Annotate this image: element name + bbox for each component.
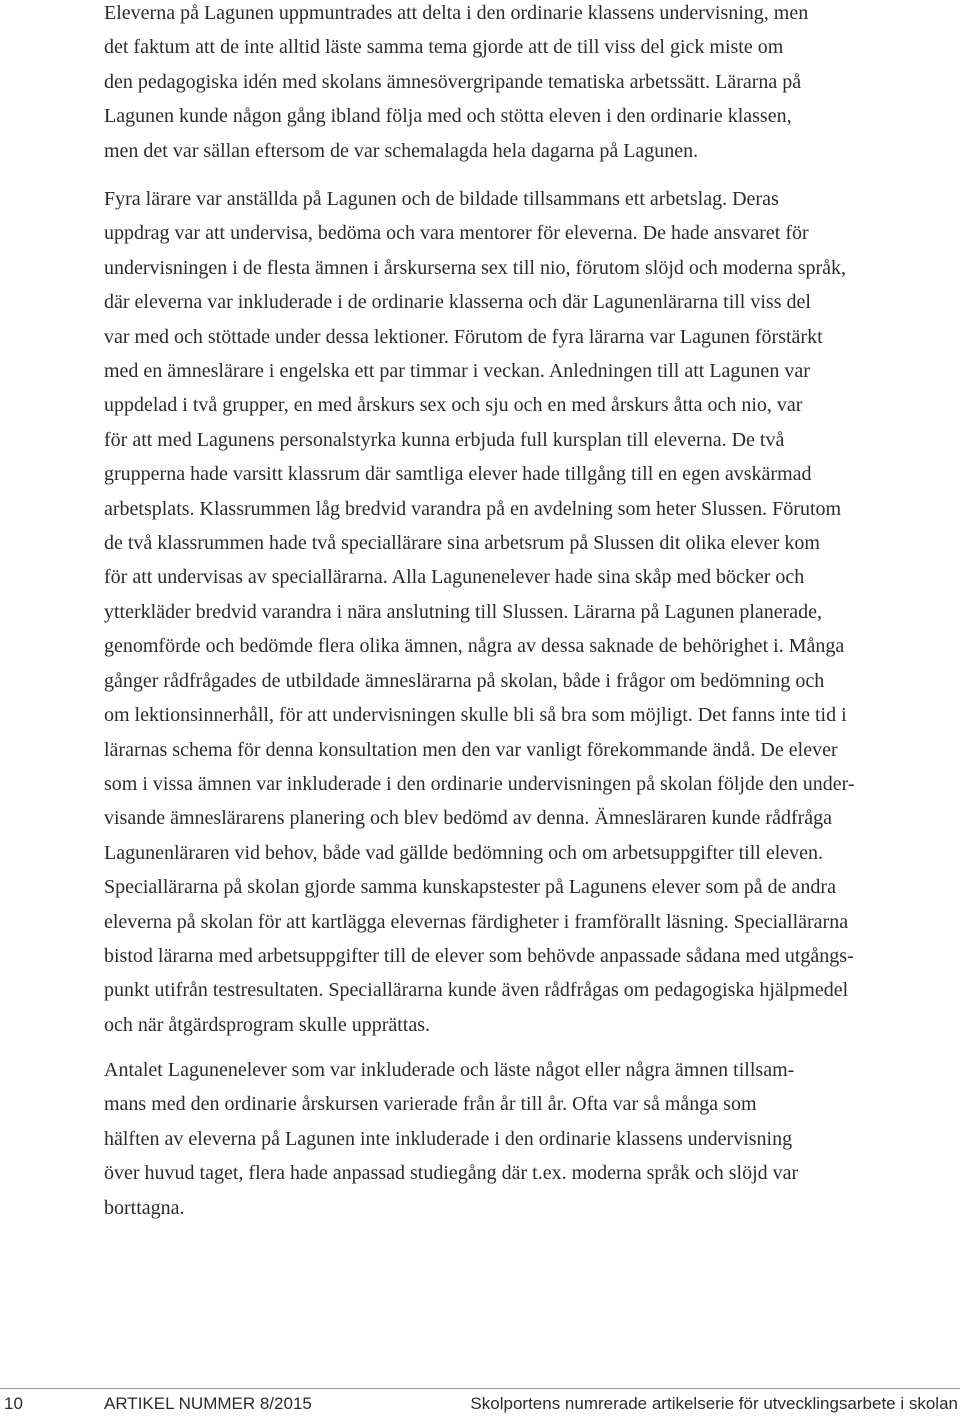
text-line: för att undervisas av speciallärarna. Alla Lagunenelever hade sina skåp med böcker och [104, 566, 805, 589]
text-line: den pedagogiska idén med skolans ämnesövergripande tematiska arbetssätt. Lärarna på [104, 70, 802, 93]
text-line: gånger rådfrågades de utbildade ämneslärarna på skolan, både i frågor om bedömning och [104, 669, 825, 692]
text-line: arbetsplats. Klassrummen låg bredvid varandra på en avdelning som heter Slussen. Förutom [104, 497, 842, 520]
text-line: ytterkläder bredvid varandra i nära anslutning till Slussen. Lärarna på Lagunen planerade, [104, 600, 823, 623]
page-number: 10 [4, 1394, 23, 1413]
text-line: genomförde och bedömde flera olika ämnen, några av dessa saknade de behörighet i. Många [104, 635, 845, 658]
text-line: över huvud taget, flera hade anpassad studiegång där t.ex. moderna språk och slöjd var [104, 1162, 799, 1185]
footer-issue-label: ARTIKEL NUMMER 8/2015 [104, 1394, 312, 1413]
text-line: Fyra lärare var anställda på Lagunen och de bildade tillsammans ett arbetslag. Deras [104, 188, 779, 210]
footer-series-title: Skolportens numrerade artikelserie för utvecklingsarbete i skolan [470, 1394, 958, 1413]
paragraph-1 [104, 0, 956, 168]
text-line: punkt utifrån testresultaten. Speciallärarna kunde även rådfrågas om pedagogiska hjälpmedel [104, 979, 849, 1002]
text-line: där eleverna var inkluderade i de ordinarie klasserna och där Lagunenlärarna till viss del [104, 291, 811, 314]
text-line: mans med den ordinarie årskursen varierade från år till år. Ofta var så många som [104, 1093, 757, 1116]
text-line: Eleverna på Lagunen uppmuntrades att delta i den ordinarie klassens undervisning, men [104, 2, 809, 24]
text-line: Lagunen kunde någon gång ibland följa med och stötta eleven i den ordinarie klassen, [104, 105, 792, 128]
text-line: borttagna. [104, 1196, 185, 1219]
text-line: Lagunenläraren vid behov, både vad gällde bedömning och om arbetsuppgifter till eleven. [104, 841, 824, 864]
text-line: var med och stöttade under dessa lektioner. Förutom de fyra lärarna var Lagunen förstärkt [104, 325, 823, 348]
text-line: grupperna hade varsitt klassrum där samtliga elever hade tillgång till en egen avskärmad [104, 463, 812, 486]
text-line: Speciallärarna på skolan gjorde samma kunskapstester på Lagunens elever som på de andra [104, 876, 836, 899]
text-line: för att med Lagunens personalstyrka kunna erbjuda full kursplan till eleverna. De två [104, 428, 785, 451]
text-line: men det var sällan eftersom de var schemalagda hela dagarna på Lagunen. [104, 139, 699, 162]
text-line: uppdrag var att undervisa, bedöma och vara mentorer för eleverna. De hade ansvaret för [104, 222, 809, 245]
text-line: undervisningen i de flesta ämnen i årskurserna sex till nio, förutom slöjd och moderna språk, [104, 256, 847, 279]
footer-divider [0, 1388, 960, 1389]
text-line: med en ämneslärare i engelska ett par timmar i veckan. Anledningen till att Lagunen var [104, 360, 810, 383]
text-line: om lektionsinnerhåll, för att undervisningen skulle bli så bra som möjligt. Det fanns inte tid i [104, 704, 847, 727]
text-line: de två klassrummen hade två speciallärare sina arbetsrum på Slussen dit olika elever kom [104, 532, 820, 555]
text-line: uppdelad i två grupper, en med årskurs sex och sju och en med årskurs åtta och nio, var [104, 394, 803, 417]
text-line: visande ämneslärarens planering och blev bedömd av denna. Ämnesläraren kunde rådfråga [104, 807, 833, 830]
text-line: det faktum att de inte alltid läste samma tema gjorde att de till viss del gick miste om [104, 36, 784, 59]
text-line: och när åtgärdsprogram skulle upprättas. [104, 1013, 431, 1036]
paragraph-3 [104, 1053, 956, 1225]
text-line: bistod lärarna med arbetsuppgifter till de elever som behövde anpassade sådana med utgångs- [104, 944, 854, 967]
text-line: som i vissa ämnen var inkluderade i den ordinarie undervisningen på skolan följde den under- [104, 772, 855, 795]
text-line: Antalet Lagunenelever som var inkluderade och läste något eller några ämnen tillsam- [104, 1059, 795, 1081]
text-line: eleverna på skolan för att kartlägga elevernas färdigheter i framförallt läsning. Speciallärarna [104, 910, 849, 933]
text-line: hälften av eleverna på Lagunen inte inkluderade i den ordinarie klassens undervisning [104, 1127, 793, 1150]
text-line: lärarnas schema för denna konsultation men den var vanligt förekommande ändå. De elever [104, 738, 838, 761]
paragraph-2 [104, 182, 956, 1042]
